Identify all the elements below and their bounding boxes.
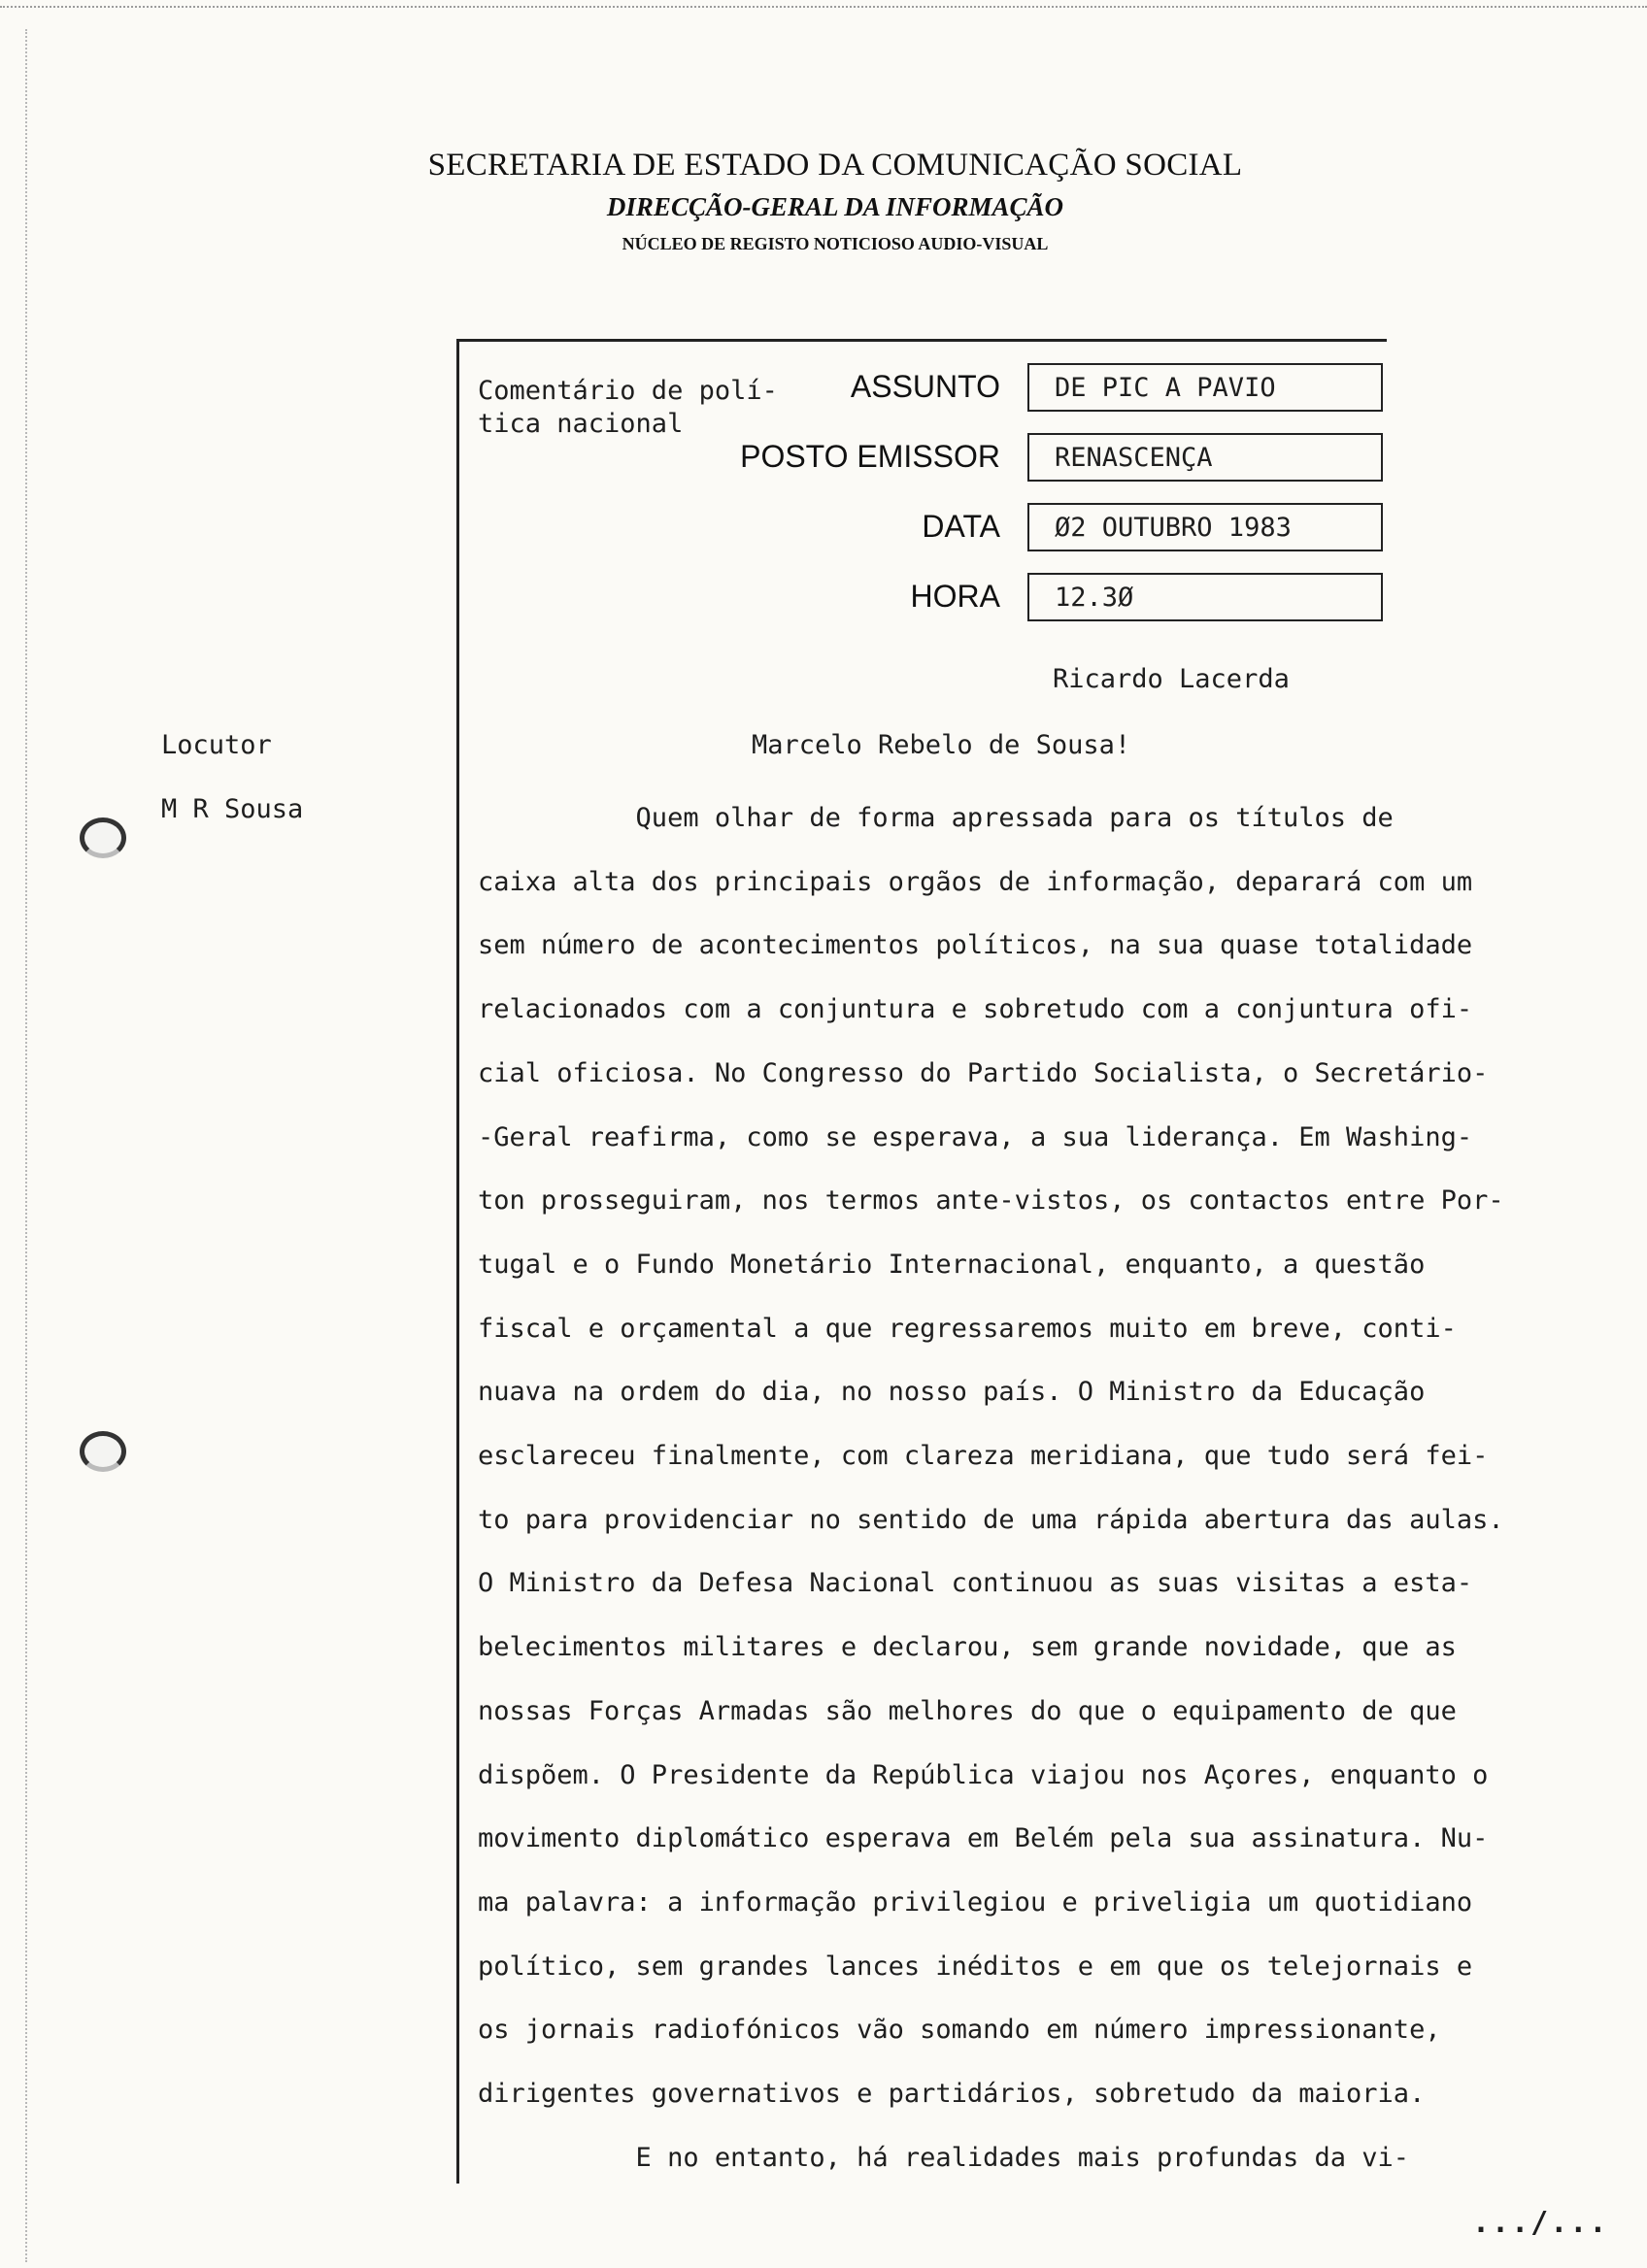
- data-label: DATA: [922, 509, 1000, 544]
- assunto-field: DE PIC A PAVIO: [1027, 363, 1383, 412]
- posto-emissor-label: POSTO EMISSOR: [740, 439, 1000, 474]
- assunto-label: ASSUNTO: [850, 369, 1000, 404]
- speaker-intro: Marcelo Rebelo de Sousa!: [752, 730, 1131, 760]
- data-field: Ø2 OUTUBRO 1983: [1027, 503, 1383, 551]
- continuation-mark: .../...: [1472, 2206, 1609, 2240]
- frame-left-border: [456, 339, 459, 2184]
- page-left-edge: [25, 29, 27, 2262]
- page-top-edge: [0, 6, 1647, 8]
- punch-hole-icon: [80, 817, 126, 858]
- letterhead-subtitle: DIRECÇÃO-GERAL DA INFORMAÇÃO: [606, 192, 1064, 221]
- subject-note: Comentário de polí- tica nacional: [478, 376, 778, 439]
- transcript-body: Quem olhar de forma apressada para os títulos de caixa alta dos principais orgãos de informação, deparará com um sem número de acontecimentos políticos, na sua quase totalidade relacionados com a conjuntura e sobretudo com a conjuntura ofi- cial oficiosa. No Congresso do Partido Socialista, o Secretário- -Geral reafirma, como se esperava, a sua liderança. Em Washing- ton prosseguiram, nos termos ante-vistos, os contactos entre Por- tugal e o Fundo Monetário Internacional, enquanto, a questão fiscal e orçamental a que regressaremos muito em breve, conti- nuava na ordem do dia, no nosso país. O Ministro da Educação esclareceu finalmente, com clareza meridiana, que tudo será fei- to para providenciar no sentido de uma rápida abertura das aulas. O Ministro da Defesa Nacional continuou as suas visitas a esta- belecimentos militares e declarou, sem grande novidade, que as nossas Forças Armadas são melhores do que o equipamento de que dispõem. O Presidente da República viajou nos Açores, enquanto o movimento diplomático esperava em Belém pela sua assinatura. Nu- ma palavra: a informação privilegiou e priveligia um quotidiano político, sem grandes lances inéditos e em que os telejornais e os jornais radiofónicos vão somando em número impressionante, dirigentes governativos e partidários, sobretudo da maioria. E no entanto, há realidades mais profundas da vi-: [478, 803, 1504, 2173]
- margin-role-speaker: M R Sousa: [161, 794, 304, 824]
- posto-emissor-field: RENASCENÇA: [1027, 433, 1383, 482]
- frame-top-border: [456, 339, 1387, 342]
- hora-field: 12.3Ø: [1027, 573, 1383, 621]
- letterhead-unit: NÚCLEO DE REGISTO NOTICIOSO AUDIO-VISUAL: [622, 234, 1049, 253]
- punch-hole-icon: [80, 1431, 126, 1472]
- letterhead-title: SECRETARIA DE ESTADO DA COMUNICAÇÃO SOCIAL: [427, 148, 1243, 183]
- hora-label: HORA: [910, 579, 1000, 614]
- author-signature: Ricardo Lacerda: [1053, 664, 1290, 694]
- margin-role-locutor: Locutor: [161, 730, 272, 760]
